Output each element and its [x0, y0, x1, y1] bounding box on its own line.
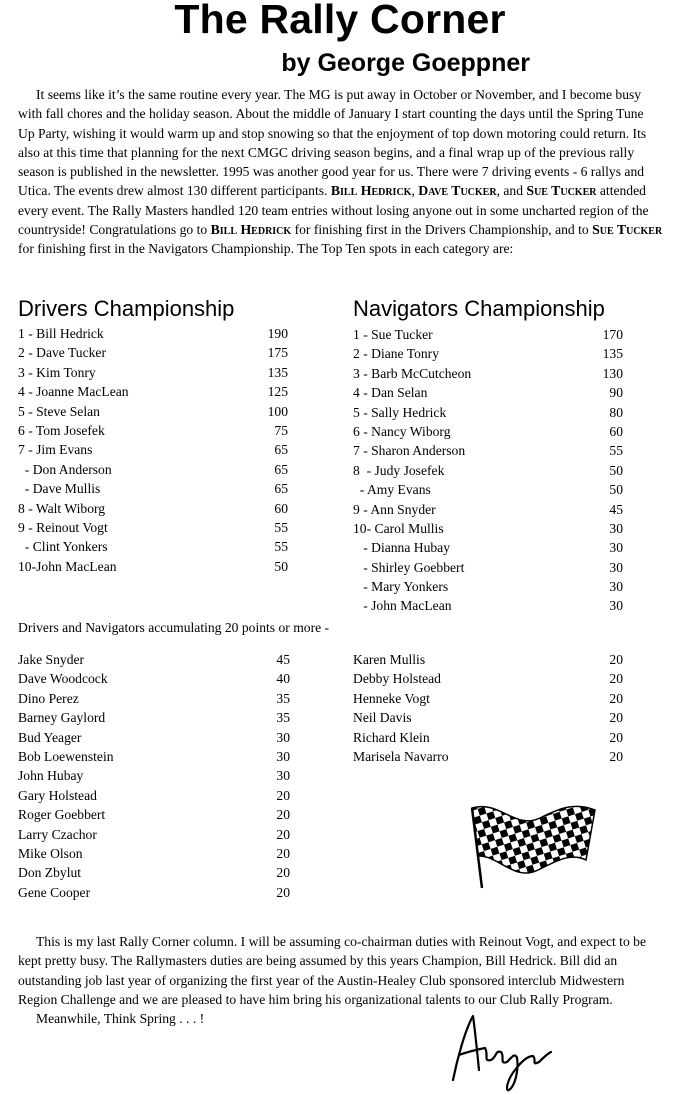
- list-item: [18, 402, 298, 421]
- list-item: [18, 479, 298, 498]
- list-item: [353, 538, 633, 557]
- list-item: [18, 382, 298, 401]
- list-item: [353, 461, 633, 480]
- list-item: [353, 747, 633, 766]
- list-item: [353, 708, 633, 727]
- list-item: [353, 650, 633, 669]
- entrant-name: 2 - Dave Tucker: [18, 345, 106, 361]
- entrant-points: 20: [276, 787, 290, 803]
- list-item: [18, 883, 298, 902]
- list-item: [18, 708, 298, 727]
- entrant-points: 30: [276, 748, 290, 764]
- closing-farewell: Meanwhile, Think Spring . . . !: [36, 1011, 205, 1027]
- entrant-points: 20: [609, 729, 623, 745]
- entrant-points: 30: [609, 559, 623, 575]
- list-item: [353, 577, 633, 596]
- article-byline: by George Goeppner: [281, 49, 530, 77]
- navigators-list: [353, 325, 633, 616]
- highlight-name: Bill Hedrick: [330, 183, 412, 199]
- entrant-points: 35: [276, 690, 290, 706]
- list-item: [353, 480, 633, 499]
- entrant-points: 30: [609, 520, 623, 536]
- entrant-points: 65: [274, 461, 288, 477]
- entrant-name: - Dianna Hubay: [353, 540, 451, 556]
- entrant-name: John Hubay: [18, 768, 84, 784]
- list-item: [353, 325, 633, 344]
- list-item: [18, 460, 298, 479]
- list-item: [18, 805, 298, 824]
- list-item: [18, 440, 298, 459]
- entrant-points: 20: [276, 884, 290, 900]
- entrant-name: - Amy Evans: [353, 482, 431, 498]
- entrant-points: 45: [609, 501, 623, 517]
- entrant-name: Barney Gaylord: [18, 710, 106, 726]
- entrant-name: 10-John MacLean: [18, 558, 117, 574]
- entrant-name: 5 - Steve Selan: [18, 403, 100, 419]
- list-item: [18, 343, 298, 362]
- list-item: [18, 786, 298, 805]
- entrant-name: 3 - Kim Tonry: [18, 364, 96, 380]
- entrant-points: 20: [609, 748, 623, 764]
- entrant-name: Jake Snyder: [18, 652, 85, 667]
- entrant-points: 20: [609, 671, 623, 687]
- entrant-points: 20: [276, 826, 290, 842]
- entrant-name: 5 - Sally Hedrick: [353, 404, 447, 420]
- list-item: [18, 557, 298, 576]
- entrant-points: 55: [609, 443, 623, 459]
- entrant-name: 7 - Sharon Anderson: [353, 443, 466, 459]
- entrant-name: Gene Cooper: [18, 884, 91, 900]
- entrant-name: Bob Loewenstein: [18, 748, 114, 764]
- list-item: [353, 728, 633, 747]
- entrant-name: 1 - Bill Hedrick: [18, 326, 104, 341]
- entrant-points: 65: [274, 442, 288, 458]
- entrant-name: - John MacLean: [353, 598, 452, 614]
- list-item: [18, 825, 298, 844]
- entrant-points: 20: [276, 807, 290, 823]
- closing-paragraph: This is my last Rally Corner column. I will be assuming co-chairman duties with Reinout Vogt, and expect to be kept pretty busy. The Rallymasters duties are being assumed by this years Champion, Bill Hedrick. Bill did an outstanding job last year of organizing the first year of the Austin-Healey Club sponsored interclub Midwestern Region Challenge and we are pleased to have him bring his organizational talents to our Club Rally Program.: [18, 934, 646, 1007]
- navigators-heading: Navigators Championship: [353, 296, 605, 321]
- closing-section: [18, 932, 663, 1028]
- entrant-name: 8 - Walt Wiborg: [18, 500, 106, 516]
- list-item: [353, 441, 633, 460]
- entrant-name: Debby Holstead: [353, 671, 441, 687]
- list-item: [18, 518, 298, 537]
- entrant-name: Gary Holstead: [18, 787, 97, 803]
- entrant-name: 6 - Tom Josefek: [18, 422, 105, 438]
- entrant-name: Bud Yeager: [18, 729, 82, 745]
- entrant-points: 100: [267, 403, 288, 419]
- entrant-points: 20: [276, 845, 290, 861]
- entrant-points: 190: [267, 326, 288, 341]
- entrant-name: Neil Davis: [353, 710, 412, 726]
- entrant-points: 20: [609, 652, 623, 667]
- entrant-name: 3 - Barb McCutcheon: [353, 365, 472, 381]
- entrant-points: 135: [267, 364, 288, 380]
- entrant-name: Marisela Navarro: [353, 748, 449, 764]
- list-item: [18, 537, 298, 556]
- entrant-name: 4 - Dan Selan: [353, 385, 428, 401]
- entrant-points: 75: [274, 422, 288, 438]
- list-item: [18, 421, 298, 440]
- list-item: [353, 689, 633, 708]
- entrant-name: - Mary Yonkers: [353, 579, 449, 595]
- signature: [445, 1010, 555, 1095]
- list-item: [353, 596, 633, 615]
- entrant-points: 20: [609, 710, 623, 726]
- entrant-name: Karen Mullis: [353, 652, 426, 667]
- entrant-points: 20: [609, 690, 623, 706]
- list-item: [18, 728, 298, 747]
- entrant-points: 130: [602, 365, 623, 381]
- entrant-name: - Shirley Goebbert: [353, 559, 465, 575]
- entrant-name: 10- Carol Mullis: [353, 520, 444, 536]
- list-item: [18, 766, 298, 785]
- entrant-points: 30: [276, 768, 290, 784]
- entrant-name: Mike Olson: [18, 845, 83, 861]
- entrant-name: 8 - Judy Josefek: [353, 462, 445, 478]
- accumulating-list-left: [18, 650, 298, 902]
- checkered-flag-icon: [460, 800, 600, 890]
- entrant-points: 60: [609, 423, 623, 439]
- entrant-points: 50: [609, 462, 623, 478]
- entrant-name: 7 - Jim Evans: [18, 442, 93, 458]
- entrant-name: Don Zbylut: [18, 865, 82, 881]
- list-item: [18, 499, 298, 518]
- entrant-points: 30: [609, 579, 623, 595]
- entrant-name: Dino Perez: [18, 690, 79, 706]
- entrant-name: Larry Czachor: [18, 826, 97, 842]
- list-item: [18, 650, 298, 669]
- entrant-points: 30: [609, 540, 623, 556]
- list-item: [353, 383, 633, 402]
- entrant-points: 20: [276, 865, 290, 881]
- entrant-name: 9 - Ann Snyder: [353, 501, 436, 517]
- highlight-name: Sue Tucker: [592, 222, 663, 238]
- drivers-list: [18, 324, 298, 576]
- entrant-name: Henneke Vogt: [353, 690, 430, 706]
- accumulating-list-right: [353, 650, 633, 766]
- entrant-points: 135: [602, 346, 623, 362]
- highlight-name: Bill Hedrick: [210, 222, 292, 238]
- entrant-points: 170: [602, 327, 623, 342]
- list-item: [18, 747, 298, 766]
- entrant-name: - Clint Yonkers: [18, 539, 108, 555]
- entrant-points: 65: [274, 481, 288, 497]
- entrant-name: 6 - Nancy Wiborg: [353, 423, 451, 439]
- entrant-points: 55: [274, 519, 288, 535]
- entrant-points: 55: [274, 539, 288, 555]
- list-item: [18, 689, 298, 708]
- entrant-points: 45: [276, 652, 290, 667]
- entrant-name: Roger Goebbert: [18, 807, 106, 823]
- list-item: [18, 844, 298, 863]
- entrant-points: 50: [274, 558, 288, 574]
- highlight-name: Dave Tucker: [418, 183, 497, 199]
- entrant-name: 9 - Reinout Vogt: [18, 519, 108, 535]
- list-item: [18, 324, 298, 343]
- entrant-points: 30: [276, 729, 290, 745]
- entrant-points: 175: [267, 345, 288, 361]
- entrant-name: 4 - Joanne MacLean: [18, 384, 129, 400]
- list-item: [353, 519, 633, 538]
- highlight-name: Sue Tucker: [526, 183, 597, 199]
- drivers-heading: Drivers Championship: [18, 296, 235, 321]
- entrant-points: 60: [274, 500, 288, 516]
- entrant-name: Dave Woodcock: [18, 671, 108, 687]
- list-item: [353, 364, 633, 383]
- entrant-name: - Don Anderson: [18, 461, 112, 477]
- list-item: [353, 403, 633, 422]
- entrant-points: 35: [276, 710, 290, 726]
- list-item: [18, 863, 298, 882]
- entrant-points: 50: [609, 482, 623, 498]
- list-item: [353, 500, 633, 519]
- article-title: The Rally Corner: [174, 0, 506, 42]
- intro-paragraph: It seems like it’s the same routine every year. The MG is put away in October or November, and I become busy with fall chores and the holiday season. About the middle of January I start counting the days until the Spring Tune Up Party, wishing it would warm up and stop snowing so that the enjoyment of top down motoring could return. Its also at this time that planning for the next CMGC driving season begins, and a final wrap up of the previous rally season is published in the newsletter. 1995 was another good year for us. There were 7 driving events - 6 rallys and Utica. The events drew almost 130 different participants. Bill Hedrick, Dave Tucker, and Sue Tucker attended every event. The Rally Masters handled 120 team entries without losing anyone out in some uncharted region of the countryside! Congratulations go to Bill Hedrick for finishing first in the Drivers Championship, and to Sue Tucker for finishing first in the Navigators Championship. The Top Ten spots in each category are:: [18, 87, 663, 257]
- entrant-name: - Dave Mullis: [18, 481, 101, 497]
- list-item: [353, 558, 633, 577]
- entrant-points: 125: [267, 384, 288, 400]
- list-item: [353, 344, 633, 363]
- entrant-points: 30: [609, 598, 623, 614]
- entrant-points: 80: [609, 404, 623, 420]
- entrant-points: 90: [609, 385, 623, 401]
- list-item: [353, 669, 633, 688]
- entrant-name: 2 - Diane Tonry: [353, 346, 440, 362]
- list-item: [18, 669, 298, 688]
- accumulating-label: Drivers and Navigators accumulating 20 points or more -: [18, 620, 330, 635]
- list-item: [18, 363, 298, 382]
- entrant-name: Richard Klein: [353, 729, 430, 745]
- entrant-name: 1 - Sue Tucker: [353, 327, 433, 342]
- list-item: [353, 422, 633, 441]
- entrant-points: 40: [276, 671, 290, 687]
